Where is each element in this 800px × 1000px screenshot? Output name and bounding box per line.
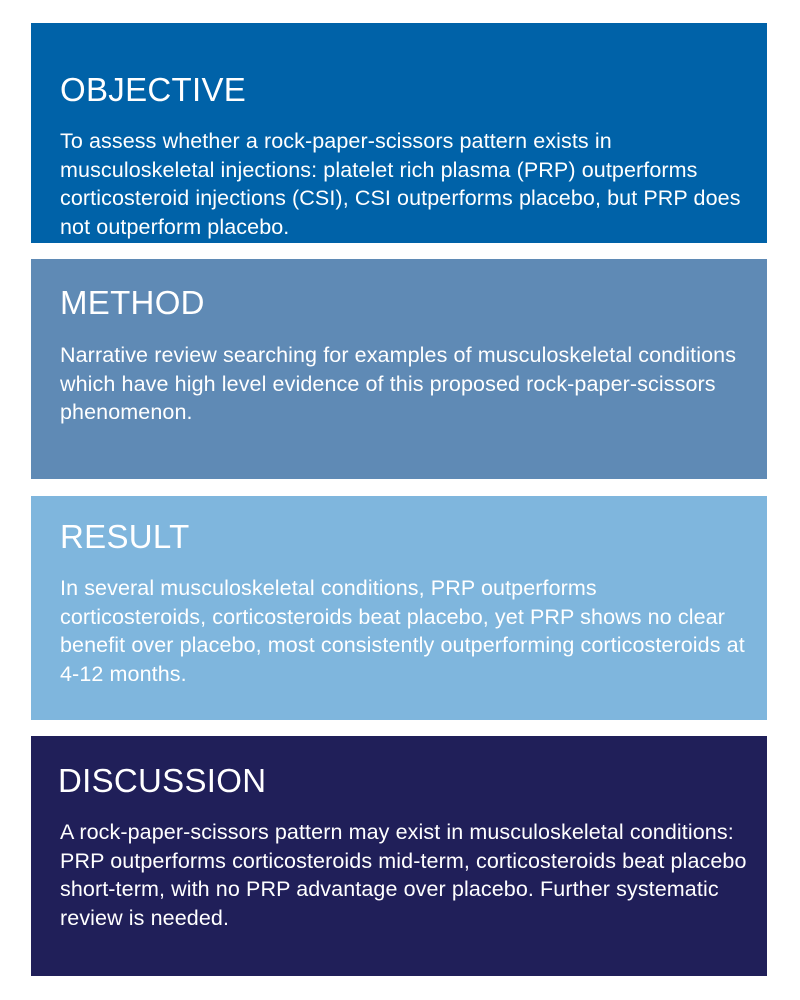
discussion-text: A rock-paper-scissors pattern may exist in musculoskeletal conditions: PRP outperforms corticosteroids mid-term, corticosteroids beat placebo short-term, with no PRP advantage over placebo. Further systematic review is needed. [60,820,747,930]
result-heading: RESULT [60,518,190,555]
result-text: In several musculoskeletal conditions, PRP outperforms corticosteroids, corticosteroids beat placebo, yet PRP shows no clear benefit over placebo, most consistently outperforming corticosteroids at 4-12 months. [60,576,745,686]
objective-text: To assess whether a rock-paper-scissors pattern exists in musculoskeletal injections: platelet rich plasma (PRP) outperforms corticosteroid injections (CSI), CSI outperforms placebo, but PRP does not outperform placebo. [60,129,741,239]
result-panel [31,496,767,720]
method-heading: METHOD [60,284,205,321]
objective-panel [31,23,767,243]
method-panel [31,259,767,479]
method-text: Narrative review searching for examples of musculoskeletal conditions which have high level evidence of this proposed rock-paper-scissors phenomenon. [60,343,737,424]
objective-heading: OBJECTIVE [60,71,247,108]
discussion-heading: DISCUSSION [58,762,267,799]
discussion-panel [31,736,767,976]
